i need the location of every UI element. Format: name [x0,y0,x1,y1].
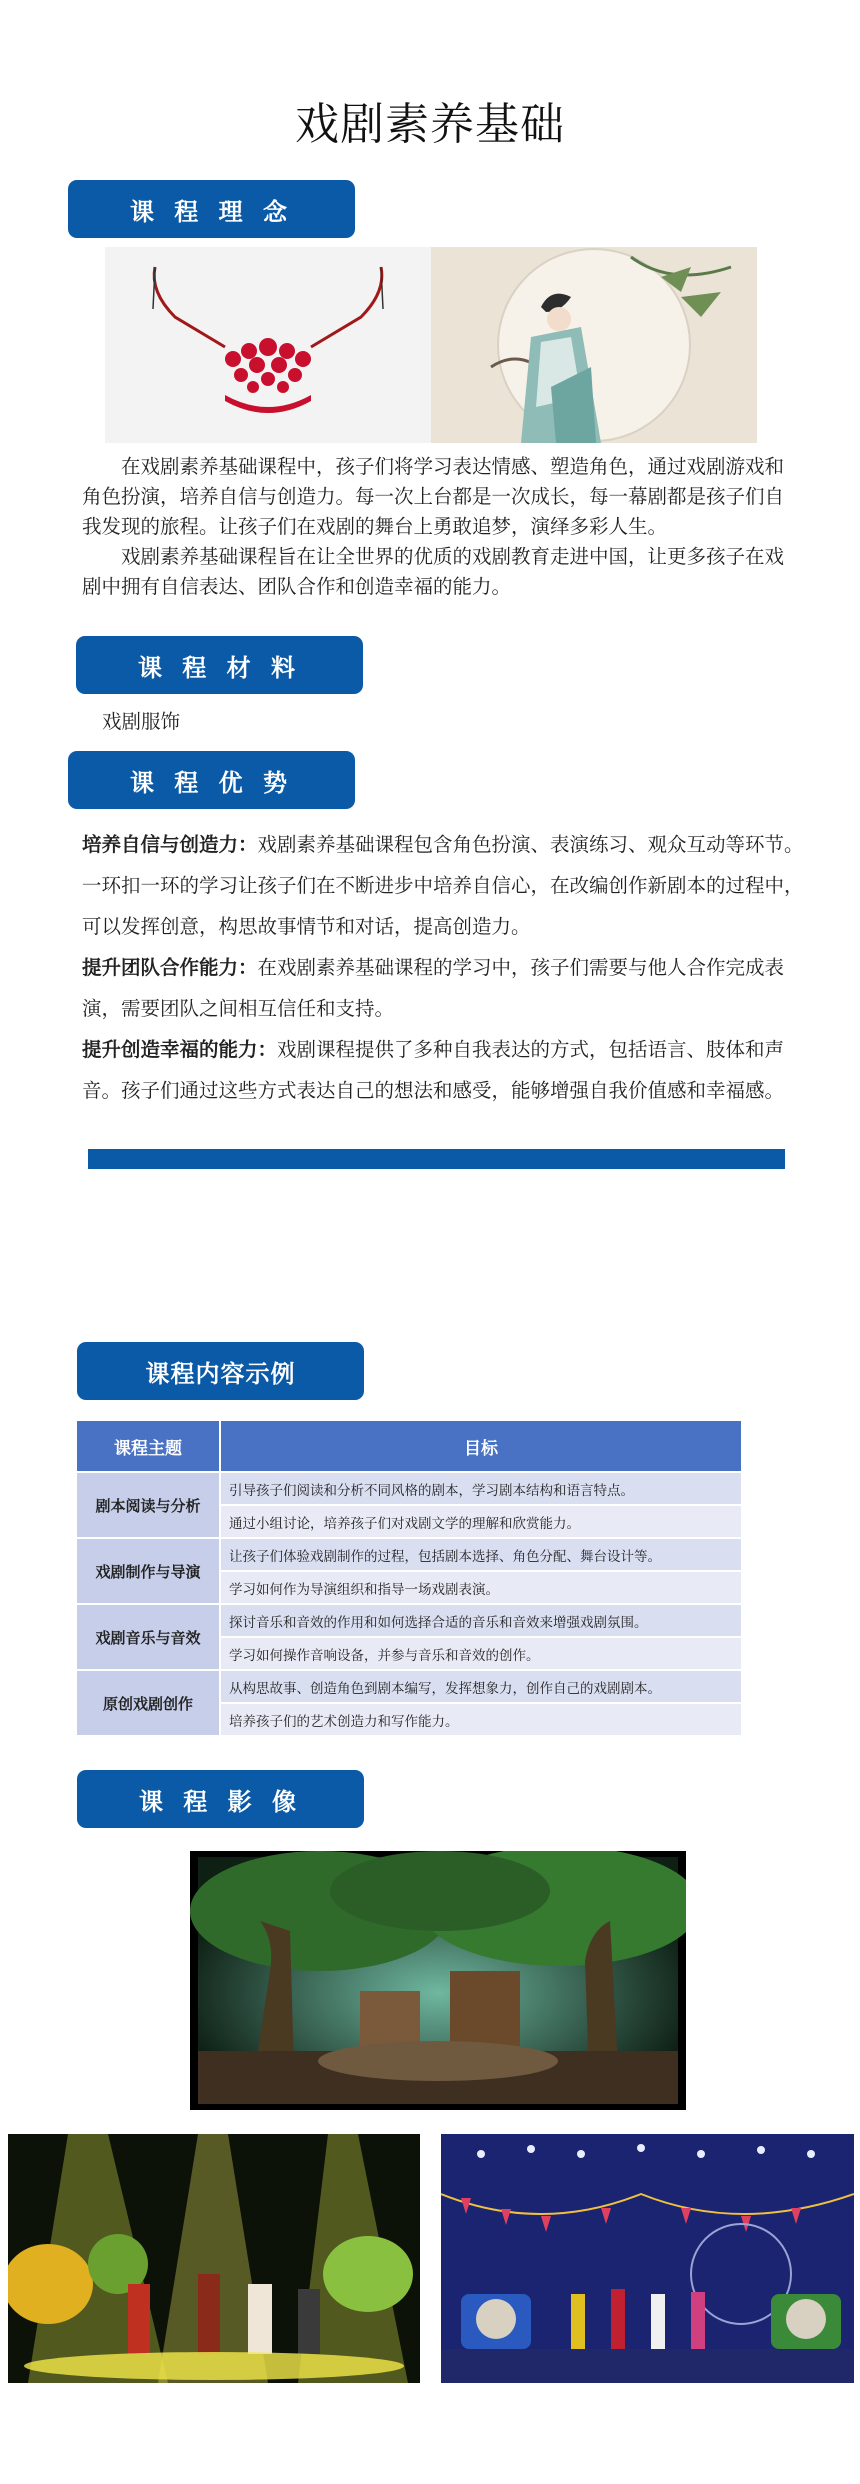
advantages-list [82,824,820,1111]
table-cell-goal: 探讨音乐和音效的作用和如何选择合适的音乐和音效来增强戏剧氛围。 [221,1605,741,1636]
divider-bar [88,1149,785,1169]
opera-figure-illustration [431,247,757,443]
table-header-topic: 课程主题 [77,1421,219,1471]
table-cell-topic: 戏剧制作与导演 [77,1539,219,1603]
table-header-goal: 目标 [221,1421,741,1471]
philosophy-paragraph-2: 戏剧素养基础课程旨在让全世界的优质的戏剧教育走进中国，让更多孩子在戏剧中拥有自信表达、团队合作和创造幸福的能力。 [82,545,785,598]
table-row [77,1473,741,1504]
forest-stage-photo [190,1851,686,2110]
advantage-item [82,824,820,947]
stage-performance-photo-left [8,2134,420,2383]
table-row [77,1671,741,1702]
advantage-item [82,947,820,1029]
section-badge-content: 课程内容示例 [77,1342,364,1400]
content-table [75,1419,743,1737]
stage-performance-illustration-right [441,2134,854,2383]
opera-headdress-illustration [105,247,431,443]
table-cell-topic: 戏剧音乐与音效 [77,1605,219,1669]
forest-stage-illustration [190,1851,686,2110]
advantage-text: 戏剧课程提供了多种自我表达的方式，包括语言、肢体和声音。孩子们通过这些方式表达自己的想法和感受，能够增强自我价值感和幸福感。 [82,1038,785,1102]
opera-painting-image [431,247,757,443]
advantage-text: 戏剧素养基础课程包含角色扮演、表演练习、观众互动等环节。一环扣一环的学习让孩子们在不断进步中培养自信心，在改编创作新剧本的过程中，可以发挥创意，构思故事情节和对话，提高创造力。 [82,833,804,938]
advantage-title: 提升创造幸福的能力： [82,1038,278,1061]
stage-performance-photo-right [441,2134,854,2383]
table-cell-goal: 从构思故事、创造角色到剧本编写，发挥想象力，创作自己的戏剧剧本。 [221,1671,741,1702]
stage-performance-illustration-left [8,2134,420,2383]
table-cell-goal: 通过小组讨论，培养孩子们对戏剧文学的理解和欣赏能力。 [221,1506,741,1537]
advantage-item [82,1029,820,1111]
table-cell-topic: 剧本阅读与分析 [77,1473,219,1537]
opera-mask-image [105,247,431,443]
advantage-title: 培养自信与创造力： [82,833,258,856]
advantage-title: 提升团队合作能力： [82,956,258,979]
table-cell-goal: 让孩子们体验戏剧制作的过程，包括剧本选择、角色分配、舞台设计等。 [221,1539,741,1570]
section-badge-gallery: 课 程 影 像 [77,1770,364,1828]
table-cell-goal: 培养孩子们的艺术创造力和写作能力。 [221,1704,741,1735]
philosophy-paragraph-1: 在戏剧素养基础课程中，孩子们将学习表达情感、塑造角色，通过戏剧游戏和角色扮演，培养自信与创造力。每一次上台都是一次成长，每一幕剧都是孩子们自我发现的旅程。让孩子们在戏剧的舞台上勇敢追梦，演绎多彩人生。 [82,455,785,538]
philosophy-text [82,452,787,602]
materials-text: 戏剧服饰 [102,710,181,733]
table-cell-goal: 引导孩子们阅读和分析不同风格的剧本，学习剧本结构和语言特点。 [221,1473,741,1504]
table-cell-topic: 原创戏剧创作 [77,1671,219,1735]
table-cell-goal: 学习如何作为导演组织和指导一场戏剧表演。 [221,1572,741,1603]
section-badge-advantages: 课 程 优 势 [68,751,355,809]
table-row [77,1605,741,1636]
page-title: 戏剧素养基础 [295,99,565,150]
section-badge-philosophy: 课 程 理 念 [68,180,355,238]
section-badge-materials: 课 程 材 料 [76,636,363,694]
advantage-text: 在戏剧素养基础课程的学习中，孩子们需要与他人合作完成表演，需要团队之间相互信任和支持。 [82,956,785,1020]
table-row [77,1539,741,1570]
table-cell-goal: 学习如何操作音响设备，并参与音乐和音效的创作。 [221,1638,741,1669]
